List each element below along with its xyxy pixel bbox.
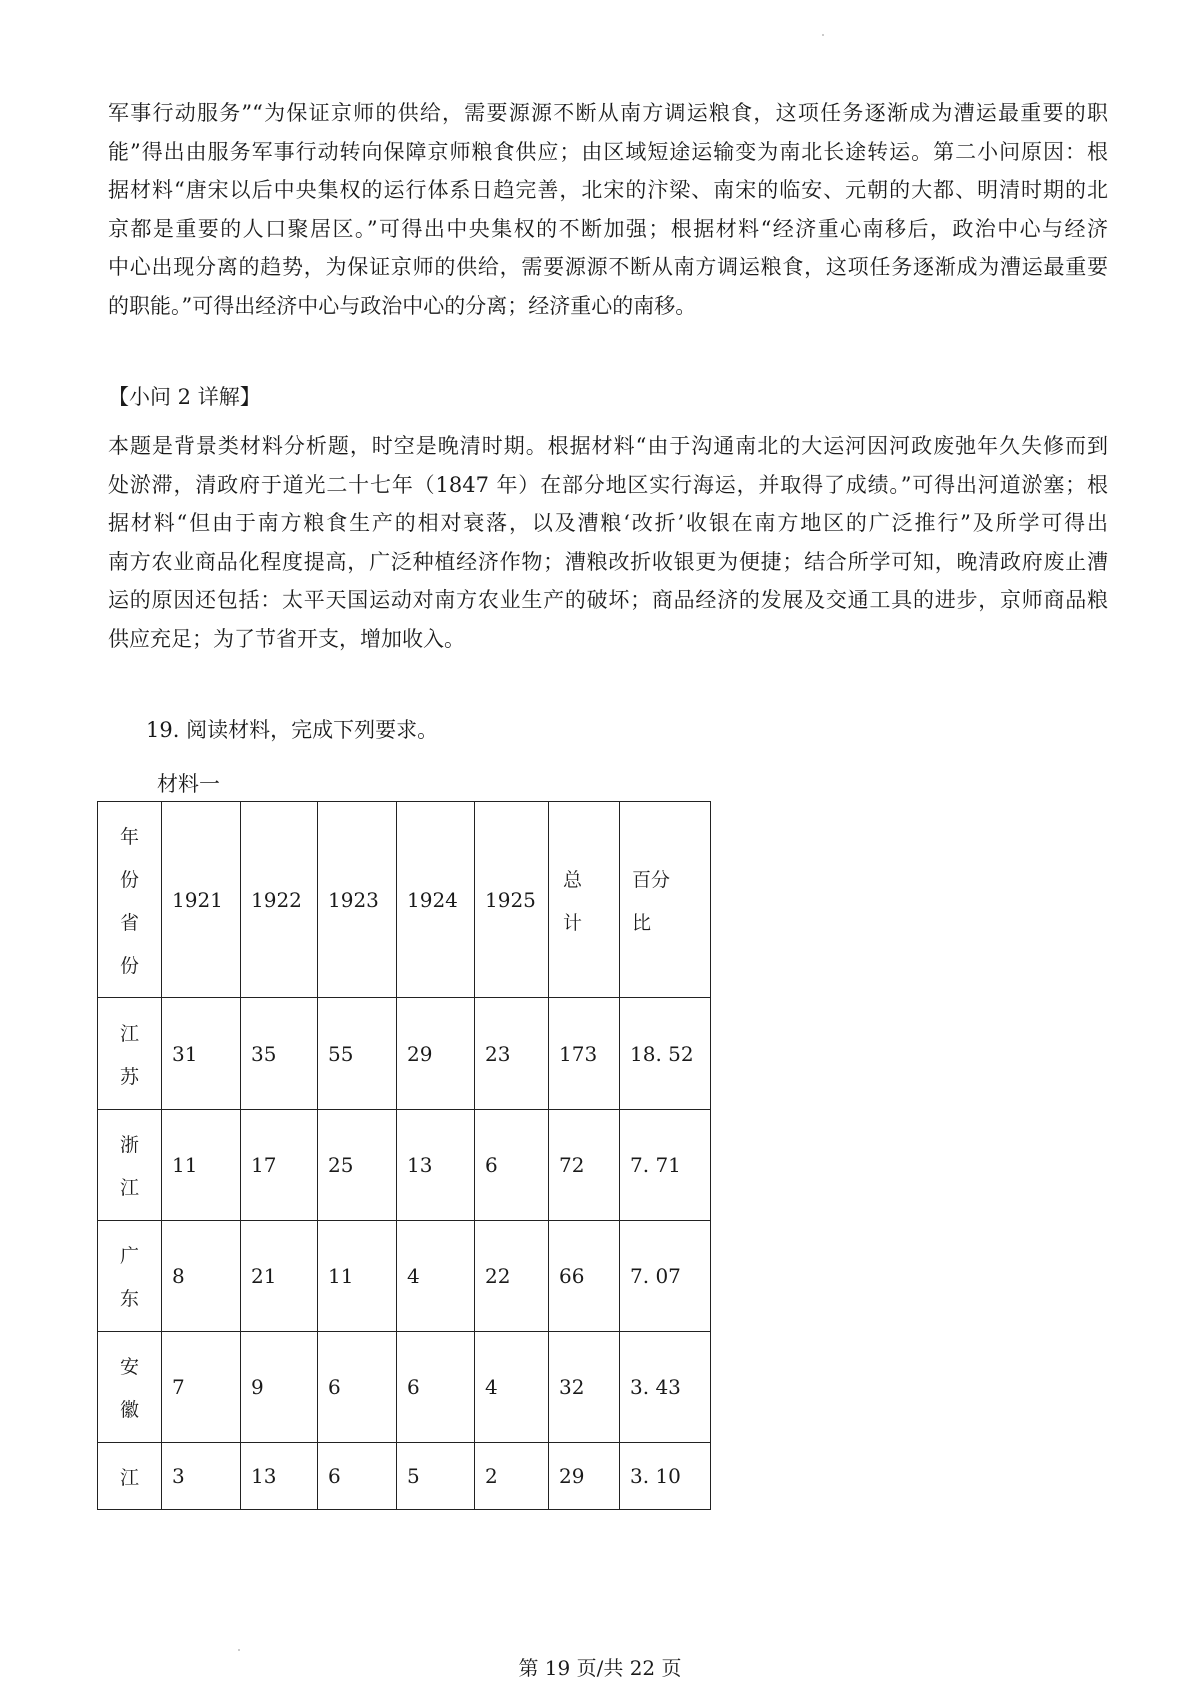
value-cell: 8 bbox=[162, 1221, 241, 1332]
value-cell: 6 bbox=[318, 1332, 397, 1443]
page-footer: 第 19 页/共 22 页 bbox=[518, 1656, 682, 1680]
cell-text: 江 bbox=[119, 1177, 139, 1199]
text-line: 运的原因还包括：太平天国运动对南方农业生产的破坏；商品经济的发展及交通工具的进步，京师商品粮 bbox=[108, 588, 1108, 613]
percent-header-cell bbox=[620, 802, 711, 998]
cell-text: 徽 bbox=[119, 1399, 139, 1421]
scan-speck bbox=[822, 34, 824, 36]
value-cell: 29 bbox=[549, 1443, 620, 1510]
value-cell: 4 bbox=[397, 1221, 475, 1332]
year-header-cell: 1924 bbox=[397, 802, 475, 998]
table-row bbox=[98, 1443, 711, 1510]
value-cell: 9 bbox=[241, 1332, 318, 1443]
table-row bbox=[98, 1332, 711, 1443]
value-cell: 17 bbox=[241, 1110, 318, 1221]
cell-text: 份 bbox=[119, 868, 139, 891]
cell-text: 年 bbox=[119, 825, 139, 848]
province-cell bbox=[98, 1110, 162, 1221]
value-cell: 7. 07 bbox=[620, 1221, 711, 1332]
text-line: 供应充足；为了节省开支，增加收入。 bbox=[108, 626, 465, 651]
material-label: 材料一 bbox=[157, 772, 220, 796]
text-line: 的职能。”可得出经济中心与政治中心的分离；经济重心的南移。 bbox=[108, 293, 697, 318]
value-cell: 25 bbox=[318, 1110, 397, 1221]
value-cell: 4 bbox=[475, 1332, 549, 1443]
section-heading: 【小问 2 详解】 bbox=[108, 385, 261, 409]
text-line: 中心出现分离的趋势，为保证京师的供给，需要源源不断从南方调运粮食，这项任务逐渐成为漕运最重要 bbox=[108, 255, 1108, 280]
value-cell: 29 bbox=[397, 998, 475, 1110]
value-cell: 6 bbox=[318, 1443, 397, 1510]
cell-text: 总 bbox=[563, 868, 583, 891]
value-cell: 21 bbox=[241, 1221, 318, 1332]
value-cell: 6 bbox=[397, 1332, 475, 1443]
header-corner-cell bbox=[98, 802, 162, 998]
answer-paragraph-1 bbox=[108, 94, 1108, 326]
value-cell: 7. 71 bbox=[620, 1110, 711, 1221]
province-cell bbox=[98, 1332, 162, 1443]
province-cell bbox=[98, 1443, 162, 1510]
cell-text: 份 bbox=[119, 954, 139, 977]
text-line: 南方农业商品化程度提高，广泛种植经济作物；漕粮改折收银更为便捷；结合所学可知，晚清政府废止漕 bbox=[108, 549, 1108, 574]
table-row bbox=[98, 1221, 711, 1332]
value-cell: 6 bbox=[475, 1110, 549, 1221]
scan-speck bbox=[238, 1649, 240, 1651]
value-cell: 3. 43 bbox=[620, 1332, 711, 1443]
value-cell: 2 bbox=[475, 1443, 549, 1510]
text-line: 处淤滞，清政府于道光二十七年（1847 年）在部分地区实行海运，并取得了成绩。”可得出河道淤塞；根 bbox=[108, 472, 1108, 497]
text-line: 京都是重要的人口聚居区。”可得出中央集权的不断加强；根据材料“经济重心南移后，政治中心与经济 bbox=[108, 216, 1108, 241]
province-cell bbox=[98, 1221, 162, 1332]
value-cell: 35 bbox=[241, 998, 318, 1110]
data-table bbox=[97, 801, 711, 1510]
cell-text: 比 bbox=[632, 911, 652, 934]
value-cell: 13 bbox=[397, 1110, 475, 1221]
value-cell: 11 bbox=[318, 1221, 397, 1332]
cell-text: 计 bbox=[563, 911, 583, 934]
answer-paragraph-2 bbox=[108, 427, 1108, 659]
text-line: 本题是背景类材料分析题，时空是晚清时期。根据材料“由于沟通南北的大运河因河政废弛年久失修而到 bbox=[108, 434, 1108, 458]
value-cell: 173 bbox=[549, 998, 620, 1110]
year-header-cell: 1922 bbox=[241, 802, 318, 998]
value-cell: 55 bbox=[318, 998, 397, 1110]
value-cell: 5 bbox=[397, 1443, 475, 1510]
value-cell: 32 bbox=[549, 1332, 620, 1443]
value-cell: 3 bbox=[162, 1443, 241, 1510]
table-header-row bbox=[98, 802, 711, 998]
value-cell: 22 bbox=[475, 1221, 549, 1332]
value-cell: 72 bbox=[549, 1110, 620, 1221]
value-cell: 18. 52 bbox=[620, 998, 711, 1110]
province-cell bbox=[98, 998, 162, 1110]
value-cell: 13 bbox=[241, 1443, 318, 1510]
cell-text: 东 bbox=[119, 1288, 139, 1310]
cell-text: 浙 bbox=[119, 1134, 139, 1156]
table-row bbox=[98, 998, 711, 1110]
cell-text: 苏 bbox=[119, 1065, 139, 1088]
text-line: 据材料“唐宋以后中央集权的运行体系日趋完善，北宋的汴梁、南宋的临安、元朝的大都、明清时期的北 bbox=[108, 178, 1108, 203]
value-cell: 66 bbox=[549, 1221, 620, 1332]
cell-text: 广 bbox=[119, 1245, 139, 1267]
text-line: 军事行动服务”“为保证京师的供给，需要源源不断从南方调运粮食，这项任务逐渐成为漕运最重要的职 bbox=[108, 101, 1108, 125]
cell-text: 江 bbox=[119, 1022, 139, 1045]
cell-text: 省 bbox=[119, 911, 139, 934]
cell-text: 百分 bbox=[632, 868, 671, 891]
total-header-cell bbox=[549, 802, 620, 998]
value-cell: 31 bbox=[162, 998, 241, 1110]
cell-text: 江 bbox=[119, 1466, 139, 1489]
text-line: 据材料“但由于南方粮食生产的相对衰落，以及漕粮‘改折’收银在南方地区的广泛推行”及所学可得出 bbox=[108, 511, 1108, 536]
value-cell: 11 bbox=[162, 1110, 241, 1221]
value-cell: 3. 10 bbox=[620, 1443, 711, 1510]
text-line: 能”得出由服务军事行动转向保障京师粮食供应；由区域短途运输变为南北长途转运。第二小问原因：根 bbox=[108, 139, 1108, 164]
table-row bbox=[98, 1110, 711, 1221]
year-header-cell: 1925 bbox=[475, 802, 549, 998]
value-cell: 23 bbox=[475, 998, 549, 1110]
cell-text: 安 bbox=[119, 1356, 139, 1378]
value-cell: 7 bbox=[162, 1332, 241, 1443]
year-header-cell: 1921 bbox=[162, 802, 241, 998]
year-header-cell: 1923 bbox=[318, 802, 397, 998]
question-19-prompt: 19. 阅读材料，完成下列要求。 bbox=[146, 718, 439, 742]
